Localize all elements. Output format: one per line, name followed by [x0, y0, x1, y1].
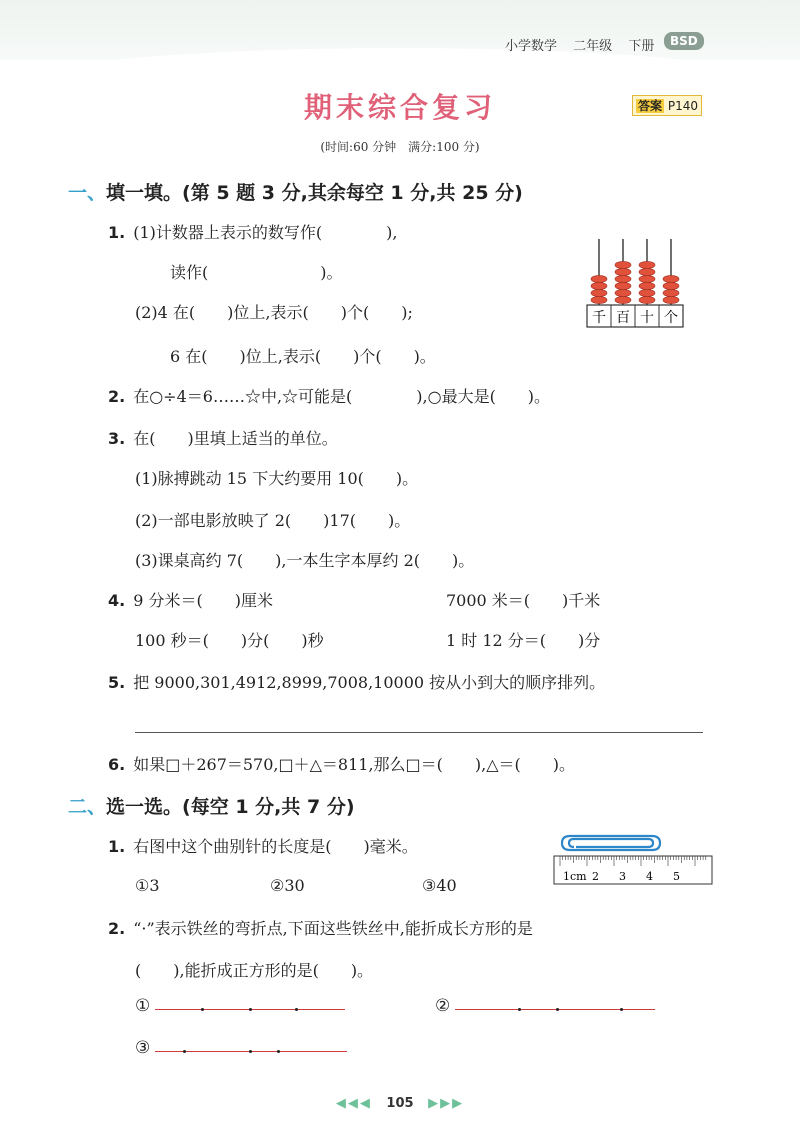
- paperclip: [562, 836, 660, 850]
- header-subject: 小学数学: [505, 39, 558, 54]
- answer-tag: [632, 95, 702, 116]
- q1-line2: 读作( )。: [170, 263, 343, 282]
- ruler-label-3: 3: [619, 870, 626, 883]
- abacus-bead: [639, 282, 655, 289]
- abacus-bead: [591, 282, 607, 289]
- wire1-bend: [249, 1008, 252, 1011]
- section2-heading: [68, 792, 355, 819]
- abacus-bead: [663, 275, 679, 282]
- s2q1-num: 1.: [108, 837, 126, 856]
- ruler-label-2: 2: [592, 870, 599, 883]
- wire3-label[interactable]: ③: [135, 1038, 151, 1058]
- q3-line: [108, 426, 338, 449]
- abacus-figure: [585, 235, 685, 331]
- ruler-label-4: 4: [646, 870, 653, 883]
- wire1[interactable]: [155, 1009, 345, 1010]
- q4-line1: [108, 588, 273, 611]
- header-info: [505, 35, 654, 54]
- wire2-bend: [620, 1008, 623, 1011]
- page-title: 期末综合复习: [303, 91, 496, 124]
- abacus-bead: [639, 289, 655, 296]
- ruler-label-1cm: 1cm: [563, 870, 587, 883]
- q5-num: 5.: [108, 673, 126, 692]
- page-number: 105: [386, 1096, 414, 1111]
- q6-num: 6.: [108, 755, 126, 774]
- q6-text: 如果□＋267＝570,□＋△＝811,那么□＝( ),△＝( )。: [133, 755, 576, 774]
- s2q1-text: 右图中这个曲别针的长度是( )毫米。: [133, 837, 418, 856]
- q3-b: (2)一部电影放映了 2( )17( )。: [135, 511, 411, 530]
- abacus-bead: [663, 289, 679, 296]
- section1-heading: [68, 178, 523, 205]
- section1-num: 一、: [68, 182, 107, 204]
- q1-num: 1.: [108, 223, 126, 242]
- header-term: 下册: [628, 39, 655, 54]
- abacus-bead: [615, 282, 631, 289]
- edition-badge: BSD: [664, 32, 704, 50]
- q3-num: 3.: [108, 429, 126, 448]
- s2q2-line1: [108, 916, 533, 939]
- q2-line: [108, 384, 550, 407]
- q3-text: 在( )里填上适当的单位。: [133, 429, 338, 448]
- prev-arrows-icon[interactable]: ◀◀◀: [335, 1096, 372, 1111]
- s2q1-opt2[interactable]: ②30: [270, 876, 305, 895]
- q4-num: 4.: [108, 591, 126, 610]
- header-grade: 二年级: [573, 39, 613, 54]
- abacus-label-hundreds: 百: [616, 310, 630, 326]
- q1-line3: (2)4 在( )位上,表示( )个( );: [135, 303, 413, 322]
- q3-a: (1)脉搏跳动 15 下大约要用 10( )。: [135, 469, 419, 488]
- q4-d: 1 时 12 分＝( )分: [446, 631, 601, 650]
- abacus-bead: [591, 275, 607, 282]
- section1-title: 填一填。(第 5 题 3 分,其余每空 1 分,共 25 分): [106, 182, 523, 204]
- abacus-bead: [591, 296, 607, 303]
- page-footer: [0, 1096, 800, 1111]
- q4-a: 9 分米＝( )厘米: [133, 591, 273, 610]
- s2q2-text1: “·”表示铁丝的弯折点,下面这些铁丝中,能折成长方形的是: [133, 919, 533, 938]
- abacus-bead: [615, 296, 631, 303]
- abacus-bead: [639, 261, 655, 268]
- q3-c: (3)课桌高约 7( ),一本生字本厚约 2( )。: [135, 551, 475, 570]
- q2-text: 在○÷4＝6……☆中,☆可能是( ),○最大是( )。: [133, 387, 551, 406]
- abacus-label-ones: 个: [664, 310, 678, 326]
- q5-line: [108, 670, 605, 693]
- q2-num: 2.: [108, 387, 126, 406]
- s2q1-line: [108, 834, 418, 857]
- wire1-label[interactable]: ①: [135, 996, 151, 1016]
- wire1-bend: [201, 1008, 204, 1011]
- subtitle: (时间:60 分钟 满分:100 分): [320, 140, 480, 154]
- wire2-label[interactable]: ②: [435, 996, 451, 1016]
- abacus-bead: [615, 261, 631, 268]
- abacus-label-tens: 十: [640, 310, 654, 326]
- abacus-bead: [615, 268, 631, 275]
- answer-page: P140: [667, 99, 698, 113]
- q6-line: [108, 752, 575, 775]
- abacus-bead: [639, 275, 655, 282]
- abacus-bead: [663, 296, 679, 303]
- section2-num: 二、: [68, 796, 107, 818]
- q4-c: 100 秒＝( )分( )秒: [135, 631, 324, 650]
- wire3-bend: [183, 1050, 186, 1053]
- abacus-label-thousands: 千: [592, 310, 606, 326]
- q1-line1: [108, 220, 397, 243]
- wire3-bend: [249, 1050, 252, 1053]
- wire2[interactable]: [455, 1009, 655, 1010]
- abacus-bead: [591, 289, 607, 296]
- q5-text: 把 9000,301,4912,8999,7008,10000 按从小到大的顺序排列。: [133, 673, 606, 692]
- section2-title: 选一选。(每空 1 分,共 7 分): [106, 796, 355, 818]
- ruler-label-5: 5: [673, 870, 680, 883]
- wire3-bend: [277, 1050, 280, 1053]
- abacus-bead: [615, 289, 631, 296]
- answer-label: 答案: [638, 99, 663, 113]
- s2q1-opt1[interactable]: ①3: [135, 876, 160, 895]
- q1-text1: (1)计数器上表示的数写作( ),: [133, 223, 398, 242]
- q5-answer-line[interactable]: [135, 732, 703, 733]
- abacus-bead: [639, 268, 655, 275]
- s2q2-line2: ( ),能折成正方形的是( )。: [135, 961, 374, 980]
- wire3[interactable]: [155, 1051, 347, 1052]
- q1-line4: 6 在( )位上,表示( )个( )。: [170, 347, 436, 366]
- wire1-bend: [295, 1008, 298, 1011]
- wire2-bend: [518, 1008, 521, 1011]
- abacus-bead: [639, 296, 655, 303]
- abacus-bead: [615, 275, 631, 282]
- paperclip-ruler-figure: [552, 830, 714, 888]
- wire2-bend: [556, 1008, 559, 1011]
- s2q1-opt3[interactable]: ③40: [422, 876, 457, 895]
- s2q2-num: 2.: [108, 919, 126, 938]
- q4-b: 7000 米＝( )千米: [446, 591, 601, 610]
- abacus-bead: [663, 282, 679, 289]
- next-arrows-icon[interactable]: ▶▶▶: [428, 1096, 465, 1111]
